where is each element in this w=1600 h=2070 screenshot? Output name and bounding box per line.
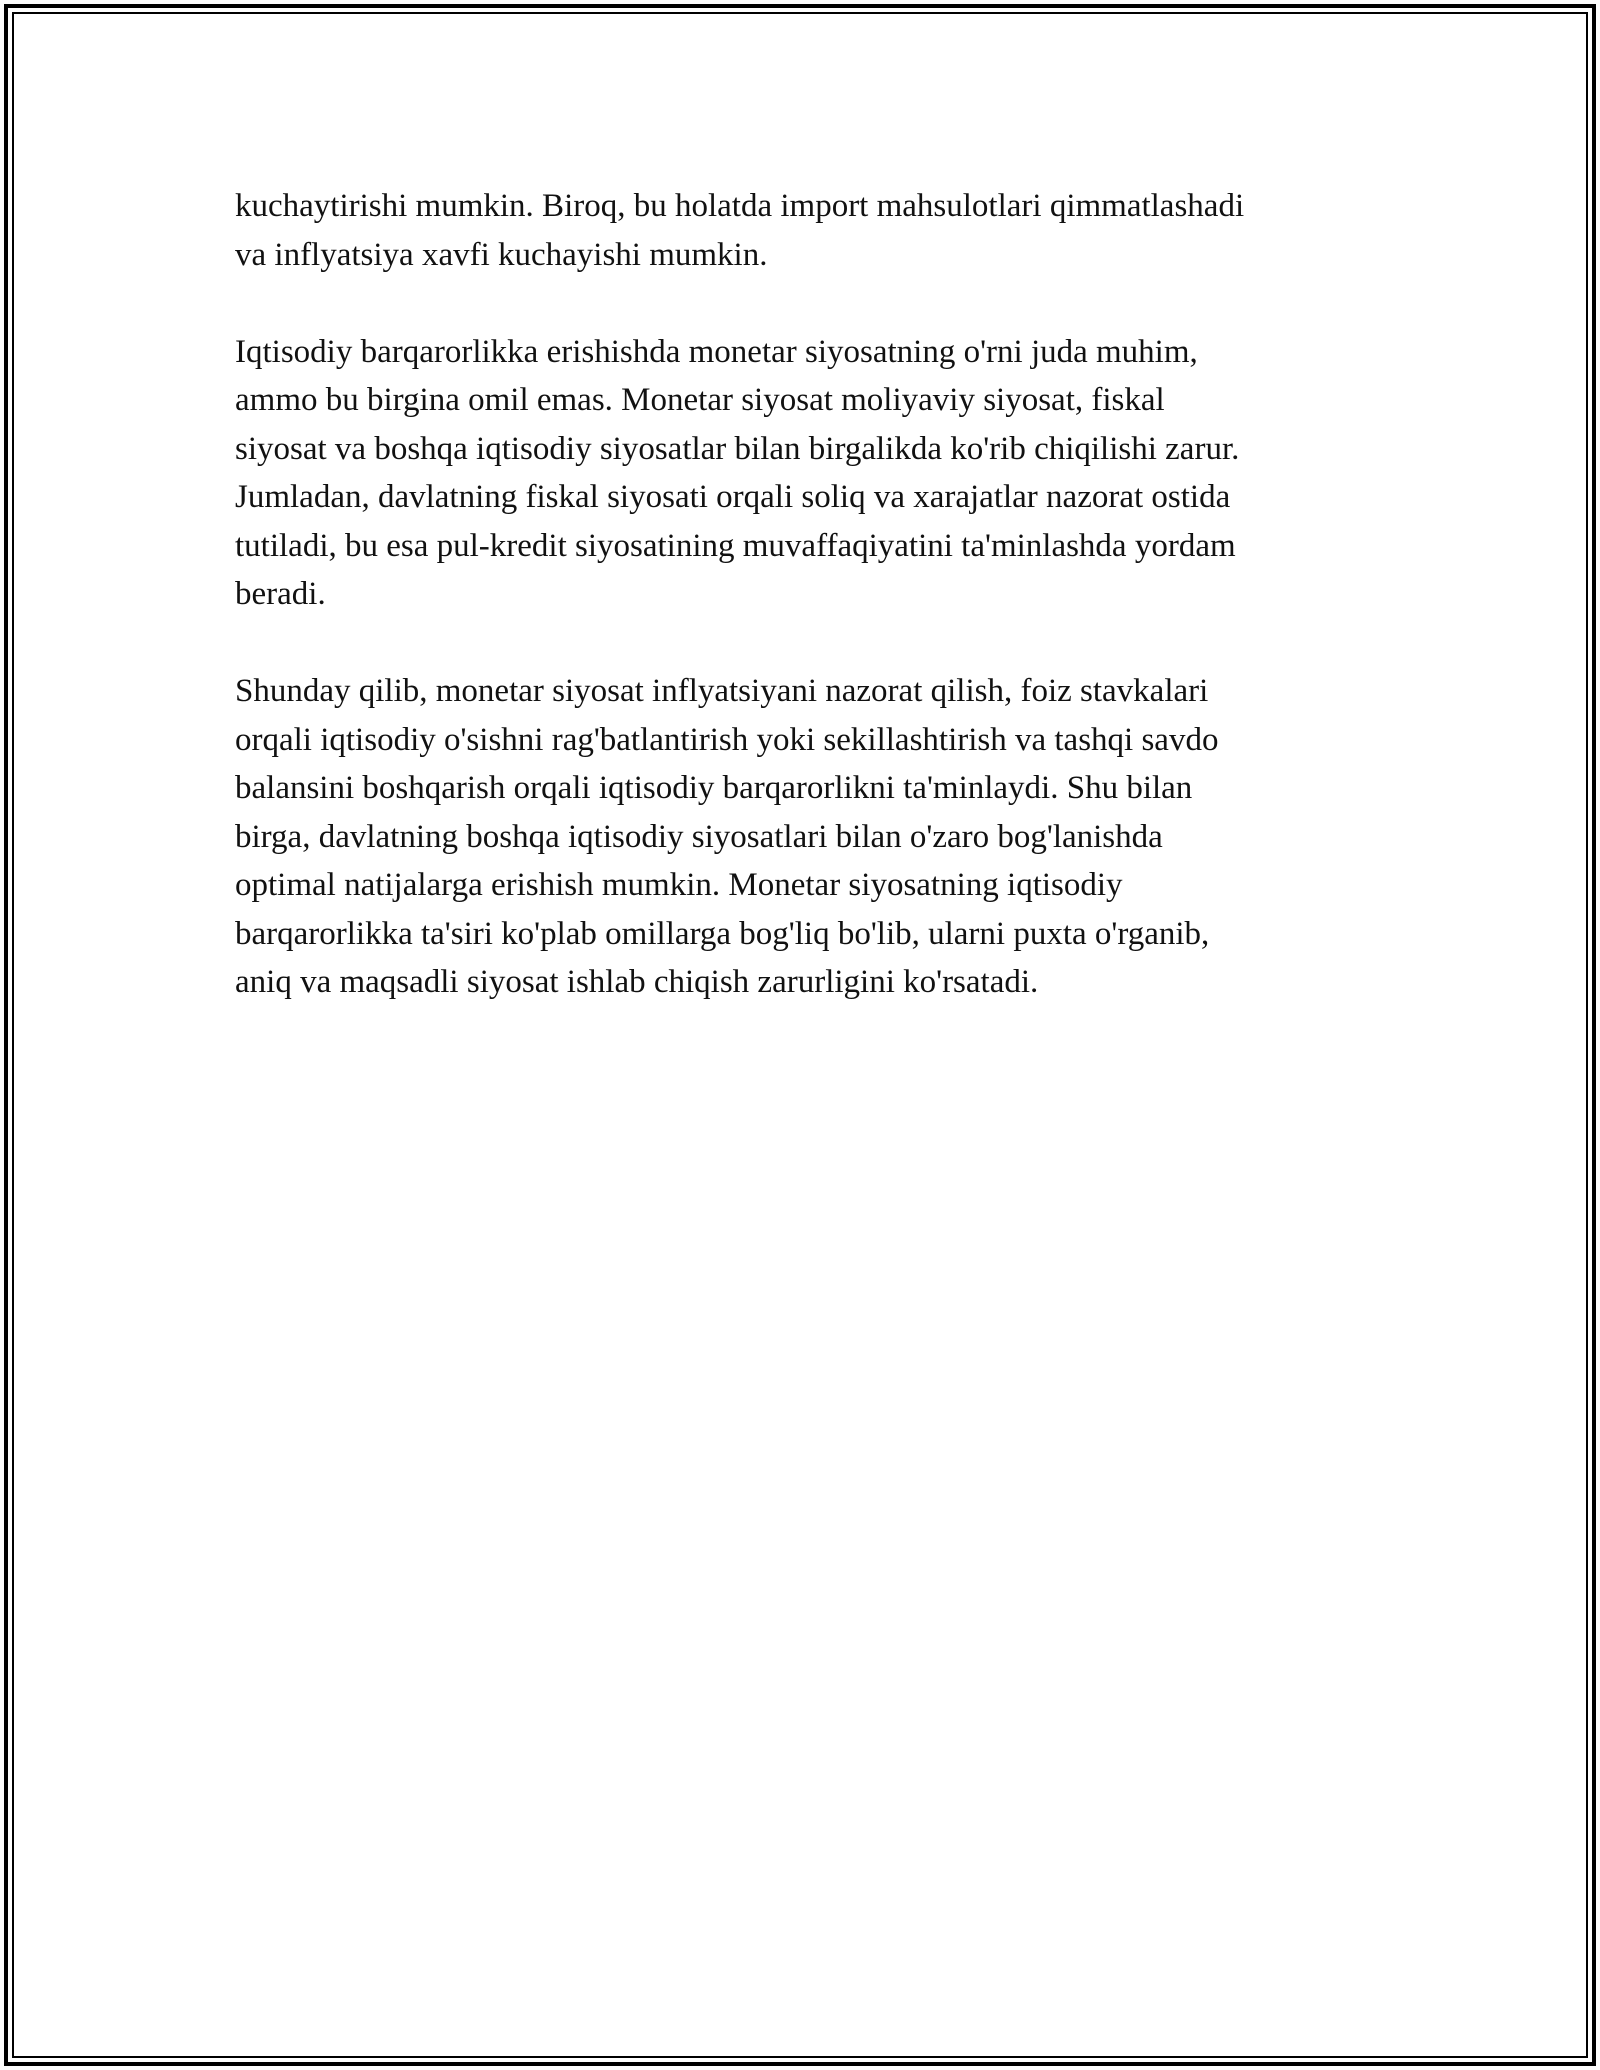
document-body [235, 182, 1385, 1055]
paragraph-1: kuchaytirishi mumkin. Biroq, bu holatda import mahsulotlari qimmatlashadi va inflyatsiya xavfi kuchayishi mumkin. [235, 188, 1245, 273]
paragraph-3: Shunday qilib, monetar siyosat inflyatsiyani nazorat qilish, foiz stavkalari orqali iqtisodiy o'sishni rag'batlantirish yoki sekillashtirish va tashqi savdo balansini boshqarish orqali iqtisodiy barqarorlikni ta'minlaydi. Shu bilan birga, davlatning boshqa iqtisodiy siyosatlari bilan o'zaro bog'lanishda optimal natijalarga erishish mumkin. Monetar siyosatning iqtisodiy barqarorlikka ta'siri ko'plab omillarga bog'liq bo'lib, ularni puxta o'rganib, aniq va maqsadli siyosat ishlab chiqish zarurligini ko'rsatadi. [235, 673, 1219, 1000]
paragraph-2: Iqtisodiy barqarorlikka erishishda monetar siyosatning o'rni juda muhim, ammo bu birgina omil emas. Monetar siyosat moliyaviy siyosat, fiskal siyosat va boshqa iqtisodiy siyosatlar bilan birgalikda ko'rib chiqilishi zarur. Jumladan, davlatning fiskal siyosati orqali soliq va xarajatlar nazorat ostida tutiladi, bu esa pul-kredit siyosatining muvaffaqiyatini ta'minlashda yordam beradi. [235, 333, 1240, 612]
